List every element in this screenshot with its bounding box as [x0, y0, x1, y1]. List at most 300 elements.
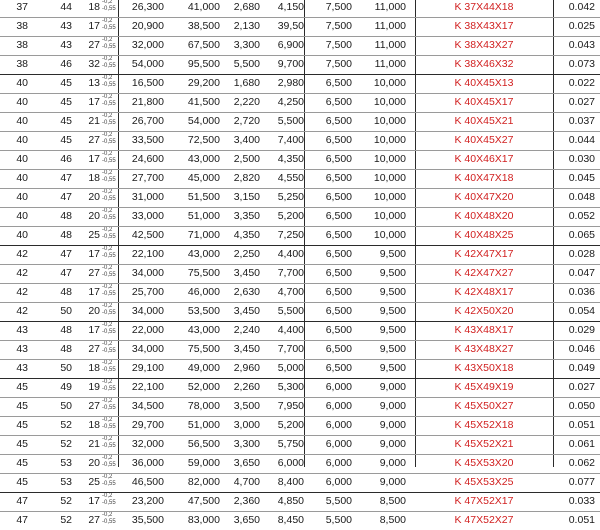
tolerance-lower: -0,55 — [102, 6, 116, 12]
table-row — [0, 321, 600, 340]
cell-code: K 40X48X25 — [454, 229, 514, 241]
cell-s2: 10,000 — [373, 229, 406, 241]
cell-c1: 26,300 — [131, 1, 164, 13]
tolerance-upper: -0,2 — [102, 113, 113, 119]
cell-c1: 21,800 — [131, 96, 164, 108]
tolerance-upper: -0,2 — [102, 75, 113, 81]
group-separator — [0, 74, 600, 75]
table-row — [0, 473, 600, 492]
cell-w: 0.033 — [568, 495, 595, 507]
cell-d: 40 — [16, 172, 28, 184]
cell-B: 21 — [88, 115, 100, 127]
cell-c4: 7,250 — [277, 229, 304, 241]
cell-D: 45 — [60, 134, 72, 146]
width-tolerance — [102, 512, 116, 526]
cell-c3: 1,680 — [233, 77, 260, 89]
tolerance-lower: -0,55 — [102, 481, 116, 487]
cell-s2: 11,000 — [374, 20, 406, 32]
cell-c1: 29,700 — [131, 419, 164, 431]
cell-D: 43 — [60, 39, 72, 51]
cell-code: K 43X48X27 — [454, 343, 514, 355]
tolerance-upper: -0,2 — [102, 436, 113, 442]
cell-c3: 3,350 — [233, 210, 260, 222]
tolerance-upper: -0,2 — [102, 170, 113, 176]
table-row — [0, 264, 600, 283]
cell-c1: 22,100 — [131, 248, 164, 260]
cell-code: K 45X53X25 — [454, 476, 514, 488]
tolerance-lower: -0,55 — [102, 367, 116, 373]
cell-s2: 10,000 — [373, 191, 406, 203]
cell-c4: 39,50 — [277, 20, 304, 32]
row-separator — [0, 397, 600, 398]
cell-c4: 8,450 — [277, 514, 304, 526]
cell-B: 25 — [88, 229, 100, 241]
cell-c2: 41,000 — [187, 1, 220, 13]
cell-B: 20 — [88, 191, 100, 203]
cell-s1: 6,500 — [325, 191, 352, 203]
cell-code: K 37X44X18 — [454, 1, 514, 13]
cell-code: K 38X43X17 — [454, 20, 514, 32]
tolerance-upper: -0,2 — [102, 208, 113, 214]
cell-s2: 10,000 — [373, 134, 406, 146]
width-tolerance — [102, 75, 116, 89]
width-tolerance — [102, 208, 116, 222]
row-separator — [0, 36, 600, 37]
table-row — [0, 283, 600, 302]
cell-c3: 5,500 — [233, 58, 260, 70]
tolerance-upper: -0,2 — [102, 56, 113, 62]
cell-c3: 2,960 — [233, 362, 260, 374]
cell-d: 45 — [16, 476, 28, 488]
cell-w: 0.051 — [568, 419, 595, 431]
cell-D: 50 — [60, 400, 72, 412]
cell-c1: 32,000 — [131, 438, 164, 450]
cell-d: 40 — [16, 210, 28, 222]
tolerance-upper: -0,2 — [102, 379, 113, 385]
cell-code: K 42X47X27 — [454, 267, 514, 279]
width-tolerance — [102, 474, 116, 488]
cell-w: 0.077 — [568, 476, 595, 488]
tolerance-upper: -0,2 — [102, 284, 113, 290]
cell-d: 43 — [16, 362, 28, 374]
cell-c3: 2,720 — [233, 115, 260, 127]
row-separator — [0, 264, 600, 265]
cell-c3: 2,250 — [233, 248, 260, 260]
cell-code: K 42X50X20 — [454, 305, 514, 317]
cell-c1: 33,000 — [131, 210, 164, 222]
cell-D: 45 — [60, 77, 72, 89]
width-tolerance — [102, 227, 116, 241]
width-tolerance — [102, 113, 116, 127]
cell-w: 0.027 — [568, 381, 595, 393]
width-tolerance — [102, 322, 116, 336]
cell-D: 48 — [60, 343, 72, 355]
group-separator — [0, 378, 600, 379]
group-separator — [0, 492, 600, 493]
cell-c3: 2,240 — [233, 324, 260, 336]
cell-c4: 4,250 — [277, 96, 304, 108]
cell-code: K 43X50X18 — [454, 362, 514, 374]
cell-D: 53 — [60, 457, 72, 469]
cell-d: 40 — [16, 153, 28, 165]
tolerance-upper: -0,2 — [102, 132, 113, 138]
cell-s2: 9,000 — [379, 457, 406, 469]
cell-B: 32 — [88, 58, 100, 70]
cell-c3: 3,000 — [233, 419, 260, 431]
cell-c3: 3,450 — [233, 305, 260, 317]
tolerance-upper: -0,2 — [102, 322, 113, 328]
cell-s1: 7,500 — [325, 20, 352, 32]
cell-s1: 6,500 — [325, 96, 352, 108]
table-row — [0, 188, 600, 207]
tolerance-lower: -0,55 — [102, 500, 116, 506]
cell-c2: 82,000 — [187, 476, 220, 488]
cell-B: 18 — [88, 362, 100, 374]
row-separator — [0, 112, 600, 113]
cell-w: 0.027 — [568, 96, 595, 108]
width-tolerance — [102, 284, 116, 298]
tolerance-lower: -0,55 — [102, 329, 116, 335]
tolerance-upper: -0,2 — [102, 493, 113, 499]
tolerance-upper: -0,2 — [102, 189, 113, 195]
cell-s2: 9,000 — [379, 419, 406, 431]
row-separator — [0, 169, 600, 170]
cell-c2: 43,000 — [187, 248, 220, 260]
table-row — [0, 112, 600, 131]
row-separator — [0, 17, 600, 18]
cell-code: K 45X50X27 — [454, 400, 514, 412]
cell-c1: 22,100 — [131, 381, 164, 393]
cell-c1: 34,000 — [131, 343, 164, 355]
cell-c2: 95,500 — [187, 58, 220, 70]
cell-d: 43 — [16, 324, 28, 336]
table-row — [0, 340, 600, 359]
width-tolerance — [102, 417, 116, 431]
cell-w: 0.054 — [568, 305, 595, 317]
width-tolerance — [102, 56, 116, 70]
cell-B: 17 — [88, 20, 100, 32]
table-row — [0, 416, 600, 435]
cell-c4: 5,200 — [277, 419, 304, 431]
cell-c1: 35,500 — [131, 514, 164, 526]
cell-c1: 31,000 — [131, 191, 164, 203]
cell-s2: 9,500 — [379, 343, 406, 355]
cell-code: K 38X46X32 — [454, 58, 514, 70]
cell-D: 47 — [60, 248, 72, 260]
cell-code: K 43X48X17 — [454, 324, 514, 336]
cell-c2: 43,000 — [187, 153, 220, 165]
width-tolerance — [102, 189, 116, 203]
tolerance-upper: -0,2 — [102, 227, 113, 233]
cell-D: 44 — [60, 1, 72, 13]
table-row — [0, 93, 600, 112]
cell-w: 0.046 — [568, 343, 595, 355]
cell-c4: 4,850 — [277, 495, 304, 507]
cell-c2: 83,000 — [187, 514, 220, 526]
cell-s2: 10,000 — [373, 210, 406, 222]
cell-D: 46 — [60, 58, 72, 70]
cell-D: 45 — [60, 96, 72, 108]
cell-d: 47 — [16, 514, 28, 526]
cell-B: 27 — [88, 514, 100, 526]
cell-c3: 4,350 — [233, 229, 260, 241]
cell-s1: 6,000 — [325, 476, 352, 488]
tolerance-lower: -0,55 — [102, 82, 116, 88]
cell-B: 27 — [88, 134, 100, 146]
cell-c1: 36,000 — [131, 457, 164, 469]
table-row — [0, 169, 600, 188]
cell-w: 0.045 — [568, 172, 595, 184]
cell-w: 0.030 — [568, 153, 595, 165]
cell-c3: 3,300 — [233, 39, 260, 51]
cell-s1: 6,000 — [325, 438, 352, 450]
cell-d: 42 — [16, 305, 28, 317]
width-tolerance — [102, 303, 116, 317]
cell-w: 0.044 — [568, 134, 595, 146]
cell-w: 0.022 — [568, 77, 595, 89]
row-separator — [0, 93, 600, 94]
row-separator — [0, 150, 600, 151]
row-separator — [0, 340, 600, 341]
tolerance-lower: -0,55 — [102, 291, 116, 297]
table-row — [0, 55, 600, 74]
table-row — [0, 131, 600, 150]
cell-code: K 40X46X17 — [454, 153, 514, 165]
cell-c4: 4,550 — [277, 172, 304, 184]
cell-B: 17 — [88, 96, 100, 108]
cell-d: 40 — [16, 191, 28, 203]
cell-D: 50 — [60, 362, 72, 374]
cell-c1: 54,000 — [131, 58, 164, 70]
cell-c4: 6,000 — [277, 457, 304, 469]
row-separator — [0, 131, 600, 132]
cell-s1: 6,000 — [325, 419, 352, 431]
cell-w: 0.029 — [568, 324, 595, 336]
tolerance-lower: -0,55 — [102, 120, 116, 126]
cell-B: 17 — [88, 286, 100, 298]
table-row — [0, 0, 600, 17]
row-separator — [0, 359, 600, 360]
cell-code: K 47X52X17 — [454, 495, 514, 507]
cell-c2: 78,000 — [187, 400, 220, 412]
cell-code: K 45X53X20 — [454, 457, 514, 469]
cell-c4: 4,400 — [277, 324, 304, 336]
cell-D: 48 — [60, 324, 72, 336]
cell-w: 0.037 — [568, 115, 595, 127]
tolerance-lower: -0,55 — [102, 25, 116, 31]
cell-s2: 10,000 — [373, 172, 406, 184]
cell-D: 48 — [60, 286, 72, 298]
cell-c4: 4,400 — [277, 248, 304, 260]
cell-c4: 5,500 — [277, 305, 304, 317]
cell-s1: 6,500 — [325, 134, 352, 146]
cell-s1: 5,500 — [325, 495, 352, 507]
row-separator — [0, 416, 600, 417]
cell-c4: 5,300 — [277, 381, 304, 393]
cell-D: 47 — [60, 172, 72, 184]
cell-c4: 6,900 — [277, 39, 304, 51]
cell-s2: 9,500 — [379, 286, 406, 298]
cell-s2: 11,000 — [374, 39, 406, 51]
cell-d: 45 — [16, 381, 28, 393]
cell-c3: 2,500 — [233, 153, 260, 165]
tolerance-upper: -0,2 — [102, 455, 113, 461]
cell-s1: 6,500 — [325, 172, 352, 184]
cell-c4: 7,700 — [277, 343, 304, 355]
tolerance-upper: -0,2 — [102, 265, 113, 271]
tolerance-lower: -0,55 — [102, 272, 116, 278]
cell-B: 27 — [88, 400, 100, 412]
tolerance-upper: -0,2 — [102, 303, 113, 309]
cell-c2: 53,500 — [187, 305, 220, 317]
table-row — [0, 511, 600, 530]
cell-c3: 3,400 — [233, 134, 260, 146]
cell-D: 47 — [60, 267, 72, 279]
cell-c2: 54,000 — [187, 115, 220, 127]
cell-s1: 6,500 — [325, 305, 352, 317]
cell-c3: 2,220 — [233, 96, 260, 108]
tolerance-upper: -0,2 — [102, 151, 113, 157]
cell-d: 38 — [16, 58, 28, 70]
cell-w: 0.025 — [568, 20, 595, 32]
cell-s1: 6,500 — [325, 267, 352, 279]
cell-d: 42 — [16, 286, 28, 298]
cell-c3: 3,650 — [233, 514, 260, 526]
cell-c2: 46,000 — [187, 286, 220, 298]
cell-s1: 6,000 — [325, 381, 352, 393]
cell-w: 0.073 — [568, 58, 595, 70]
row-separator — [0, 435, 600, 436]
cell-code: K 45X52X21 — [454, 438, 514, 450]
cell-D: 48 — [60, 229, 72, 241]
cell-D: 52 — [60, 495, 72, 507]
cell-c2: 47,500 — [187, 495, 220, 507]
cell-s2: 10,000 — [373, 153, 406, 165]
cell-c2: 43,000 — [187, 324, 220, 336]
cell-d: 38 — [16, 39, 28, 51]
cell-w: 0.051 — [568, 514, 595, 526]
cell-c4: 5,750 — [277, 438, 304, 450]
cell-code: K 40X45X27 — [454, 134, 514, 146]
cell-w: 0.061 — [568, 438, 595, 450]
tolerance-lower: -0,55 — [102, 139, 116, 145]
cell-w: 0.028 — [568, 248, 595, 260]
cell-s2: 9,500 — [379, 324, 406, 336]
cell-c2: 51,500 — [187, 191, 220, 203]
cell-d: 40 — [16, 134, 28, 146]
cell-c1: 22,000 — [131, 324, 164, 336]
table-row — [0, 454, 600, 473]
cell-c4: 9,700 — [277, 58, 304, 70]
tolerance-upper: -0,2 — [102, 246, 113, 252]
width-tolerance — [102, 94, 116, 108]
cell-B: 18 — [88, 419, 100, 431]
cell-code: K 40X45X17 — [454, 96, 514, 108]
table-row — [0, 17, 600, 36]
cell-D: 52 — [60, 419, 72, 431]
tolerance-lower: -0,55 — [102, 348, 116, 354]
cell-w: 0.036 — [568, 286, 595, 298]
cell-c3: 3,300 — [233, 438, 260, 450]
cell-c3: 2,630 — [233, 286, 260, 298]
cell-D: 49 — [60, 381, 72, 393]
cell-s2: 10,000 — [373, 115, 406, 127]
cell-c4: 7,700 — [277, 267, 304, 279]
row-separator — [0, 188, 600, 189]
cell-s1: 6,000 — [325, 457, 352, 469]
cell-d: 45 — [16, 457, 28, 469]
tolerance-upper: -0,2 — [102, 37, 113, 43]
tolerance-lower: -0,55 — [102, 443, 116, 449]
cell-w: 0.065 — [568, 229, 595, 241]
row-separator — [0, 283, 600, 284]
cell-code: K 42X47X17 — [454, 248, 514, 260]
cell-code: K 40X47X20 — [454, 191, 514, 203]
cell-c2: 41,500 — [187, 96, 220, 108]
cell-s2: 9,500 — [379, 362, 406, 374]
row-separator — [0, 226, 600, 227]
tolerance-upper: -0,2 — [102, 18, 113, 24]
cell-c2: 51,000 — [187, 419, 220, 431]
cell-c1: 46,500 — [131, 476, 164, 488]
cell-d: 38 — [16, 20, 28, 32]
cell-B: 27 — [88, 343, 100, 355]
tolerance-lower: -0,55 — [102, 101, 116, 107]
cell-D: 47 — [60, 191, 72, 203]
cell-d: 43 — [16, 343, 28, 355]
cell-s2: 10,000 — [373, 77, 406, 89]
width-tolerance — [102, 265, 116, 279]
cell-c4: 8,400 — [277, 476, 304, 488]
tolerance-lower: -0,55 — [102, 424, 116, 430]
cell-c2: 71,000 — [187, 229, 220, 241]
cell-s2: 10,000 — [373, 96, 406, 108]
cell-B: 17 — [88, 324, 100, 336]
cell-s2: 8,500 — [379, 495, 406, 507]
cell-c4: 4,700 — [277, 286, 304, 298]
cell-d: 40 — [16, 229, 28, 241]
cell-c2: 75,500 — [187, 343, 220, 355]
table-row — [0, 378, 600, 397]
cell-c2: 45,000 — [187, 172, 220, 184]
table-row — [0, 435, 600, 454]
cell-c1: 34,000 — [131, 305, 164, 317]
width-tolerance — [102, 398, 116, 412]
tolerance-lower: -0,55 — [102, 253, 116, 259]
cell-c1: 27,700 — [131, 172, 164, 184]
cell-c3: 3,450 — [233, 343, 260, 355]
table-row — [0, 150, 600, 169]
width-tolerance — [102, 132, 116, 146]
cell-c3: 3,450 — [233, 267, 260, 279]
cell-code: K 40X45X21 — [454, 115, 514, 127]
tolerance-lower: -0,55 — [102, 386, 116, 392]
cell-D: 46 — [60, 153, 72, 165]
tolerance-lower: -0,55 — [102, 196, 116, 202]
table-row — [0, 226, 600, 245]
tolerance-lower: -0,55 — [102, 44, 116, 50]
cell-w: 0.047 — [568, 267, 595, 279]
cell-d: 42 — [16, 248, 28, 260]
width-tolerance — [102, 493, 116, 507]
cell-d: 45 — [16, 419, 28, 431]
tolerance-lower: -0,55 — [102, 234, 116, 240]
cell-c4: 5,000 — [277, 362, 304, 374]
cell-s2: 9,000 — [379, 381, 406, 393]
table-row — [0, 74, 600, 93]
row-separator — [0, 55, 600, 56]
tolerance-lower: -0,55 — [102, 158, 116, 164]
